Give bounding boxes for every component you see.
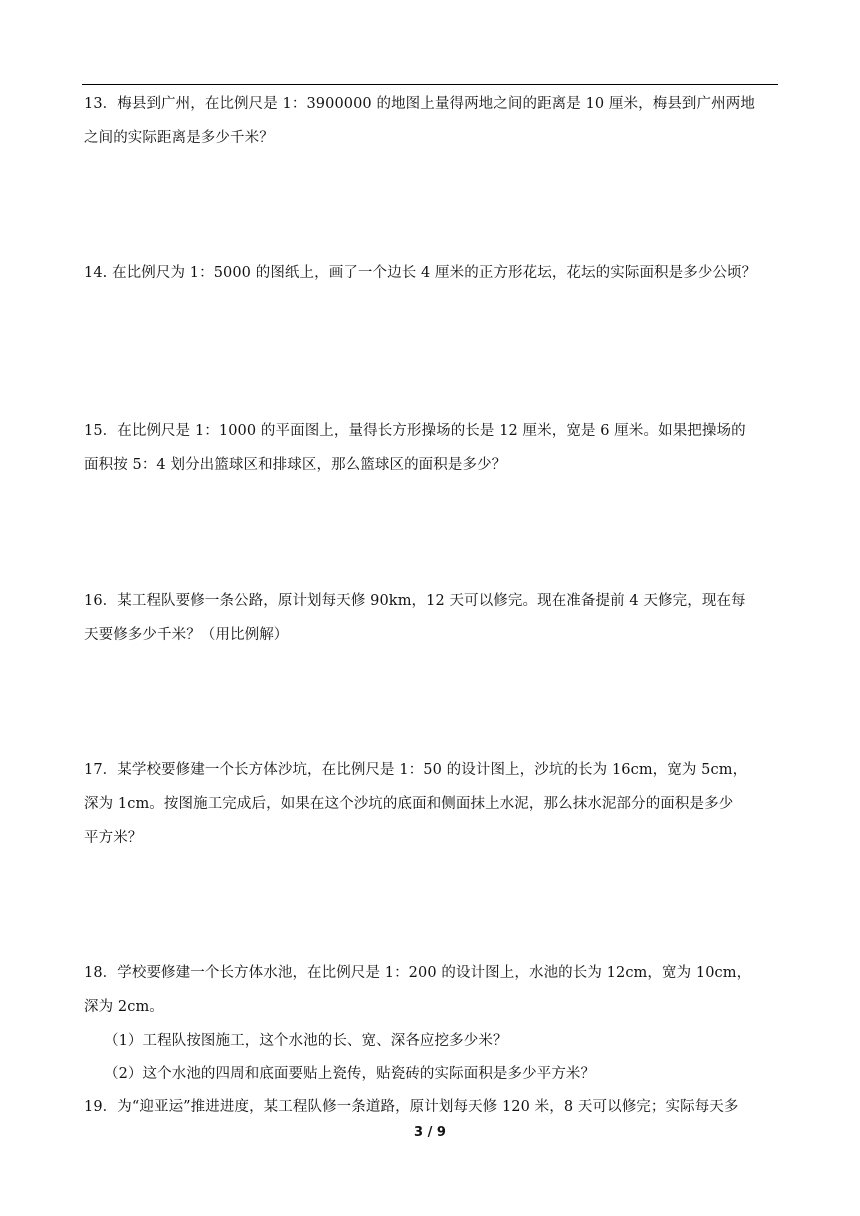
question-18-subitem-1: （1）工程队按图施工，这个水池的长、宽、深各应挖多少米？ (104, 1033, 508, 1049)
question-16-line-2: 天要修多少千米？（用比例解） (84, 627, 289, 643)
question-13-line-1: 13．梅县到广州，在比例尺是 1：3900000 的地图上量得两地之间的距离是 10 厘米，梅县到广州两地 (84, 96, 755, 112)
page-number: 3 / 9 (414, 1125, 446, 1140)
question-15-line-2: 面积按 5：4 划分出篮球区和排球区，那么篮球区的面积是多少？ (84, 457, 507, 473)
question-13-line-2: 之间的实际距离是多少千米？ (84, 130, 274, 146)
question-15-line-1: 15．在比例尺是 1：1000 的平面图上，量得长方形操场的长是 12 厘米，宽是 6 厘米。如果把操场的 (84, 423, 746, 439)
question-18-line-2: 深为 2cm。 (84, 999, 164, 1015)
question-18-subitem-2: （2）这个水池的四周和底面要贴上瓷传，贴瓷砖的实际面积是多少平方米？ (104, 1066, 596, 1082)
question-17-line-1: 17．某学校要修建一个长方体沙坑，在比例尺是 1：50 的设计图上，沙坑的长为 16cm，宽为 5cm， (84, 762, 748, 778)
question-17-line-3: 平方米？ (84, 830, 143, 846)
question-14-line-1: 14. 在比例尺为 1：5000 的图纸上，画了一个边长 4 厘米的正方形花坛，花坛的实际面积是多少公顷？ (84, 265, 757, 281)
question-16-line-1: 16．某工程队要修一条公路，原计划每天修 90km，12 天可以修完。现在准备提前 4 天修完，现在每 (84, 593, 746, 609)
question-17-line-2: 深为 1cm。按图施工完成后，如果在这个沙坑的底面和侧面抹上水泥，那么抹水泥部分的面积是多少 (84, 796, 734, 812)
header-rule (82, 84, 778, 85)
question-19-line-1: 19．为“迎亚运”推进进度，某工程队修一条道路，原计划每天修 120 米，8 天可以修完；实际每天多 (84, 1099, 739, 1115)
question-18-line-1: 18．学校要修建一个长方体水池，在比例尺是 1：200 的设计图上，水池的长为 12cm，宽为 10cm， (84, 965, 752, 981)
